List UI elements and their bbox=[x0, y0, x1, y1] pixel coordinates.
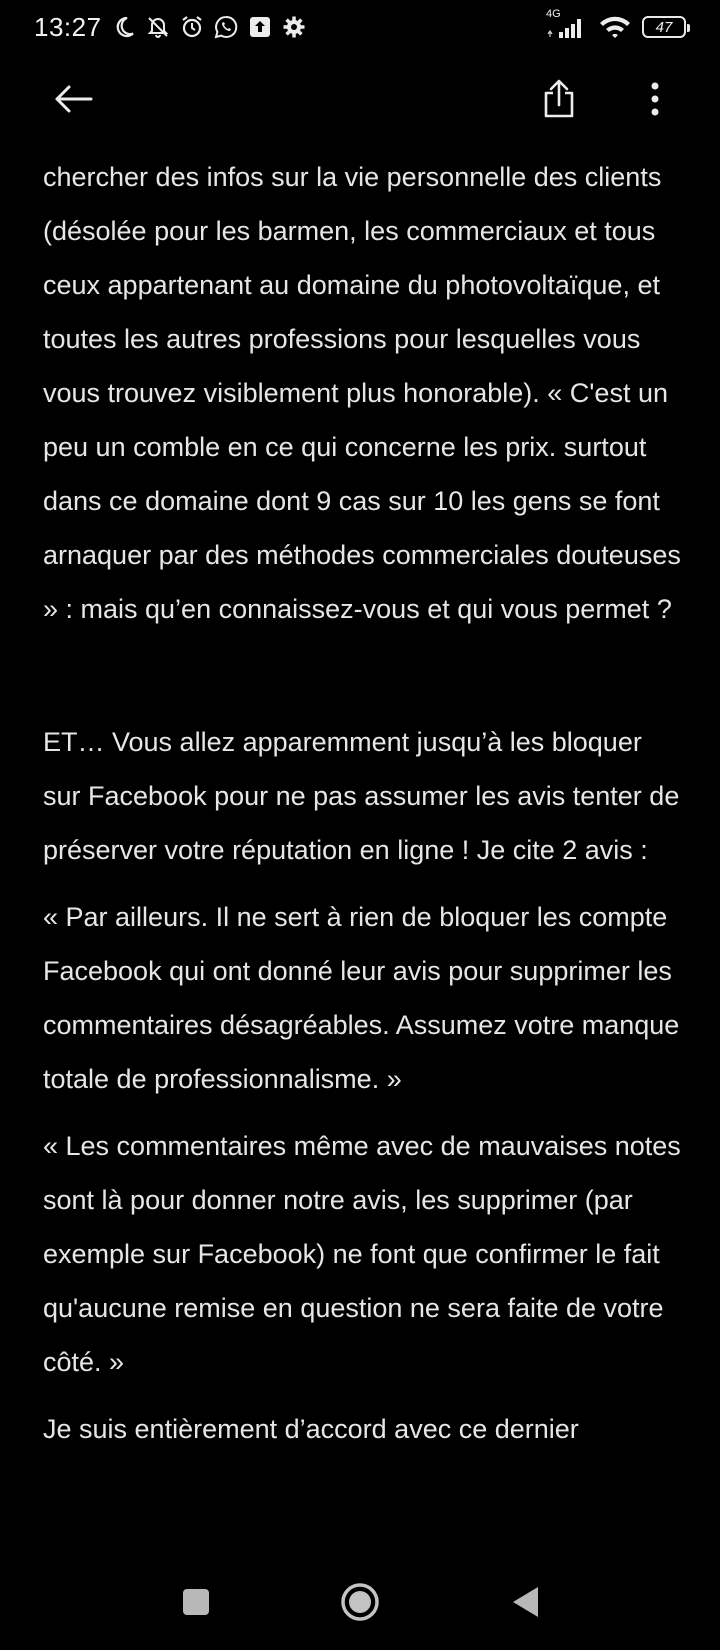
bell-off-icon bbox=[144, 13, 172, 41]
quoted-review: « Les commentaires même avec de mauvaises notes sont là pour donner notre avis, les supprimer (par exemple sur Facebook) ne font que confirmer le fait qu'aucune remise en question ne sera faite de votre côté. » bbox=[43, 1131, 681, 1377]
alarm-icon bbox=[178, 13, 206, 41]
nav-back-button[interactable] bbox=[495, 1572, 555, 1632]
share-button[interactable] bbox=[531, 71, 587, 127]
navigation-bar bbox=[0, 1572, 720, 1632]
back-button[interactable] bbox=[45, 71, 101, 127]
home-button[interactable] bbox=[330, 1572, 390, 1632]
article-paragraph: Je suis entièrement d’accord avec ce dernier bbox=[43, 1414, 579, 1444]
battery-icon bbox=[642, 16, 686, 38]
more-vert-icon bbox=[649, 81, 661, 117]
wifi-icon bbox=[598, 13, 632, 41]
moon-icon bbox=[110, 13, 138, 41]
recents-square-icon bbox=[181, 1587, 211, 1617]
signal-icon bbox=[546, 8, 588, 40]
app-bar bbox=[0, 54, 720, 146]
gear-icon bbox=[280, 13, 308, 41]
home-circle-icon bbox=[340, 1582, 380, 1622]
status-right bbox=[546, 8, 686, 41]
status-time: 13:27 bbox=[34, 11, 102, 42]
battery-level: 47 bbox=[655, 18, 673, 36]
status-bar bbox=[0, 0, 720, 54]
share-icon bbox=[541, 79, 577, 119]
quoted-review: « Par ailleurs. Il ne sert à rien de bloquer les compte Facebook qui ont donné leur avis pour supprimer les commentaires désagréables. Assumez votre manque totale de professionnalisme. » bbox=[43, 902, 680, 1094]
back-arrow-icon bbox=[53, 84, 93, 114]
more-options-button[interactable] bbox=[627, 71, 683, 127]
status-left bbox=[34, 12, 308, 43]
article-paragraph: ET… Vous allez apparemment jusqu’à les bloquer sur Facebook pour ne pas assumer les avis tenter de préserver votre réputation en ligne ! Je cite 2 avis : bbox=[43, 727, 680, 865]
back-triangle-icon bbox=[510, 1585, 540, 1619]
network-type: 4G bbox=[546, 8, 561, 20]
article-paragraph: chercher des infos sur la vie personnelle des clients (désolée pour les barmen, les commerciaux et tous ceux appartenant au domaine du photovoltaïque, et toutes les autres professions pour lesquelles vous vous trouvez visiblement plus honorable). « C'est un peu un comble en ce qui concerne les prix. surtout dans ce domaine dont 9 cas sur 10 les gens se font arnaquer par des méthodes commerciales douteuses » : mais qu’en connaissez-vous et qui vous permet ? bbox=[43, 162, 681, 624]
recents-button[interactable] bbox=[166, 1572, 226, 1632]
whatsapp-icon bbox=[212, 13, 240, 41]
article-body bbox=[43, 150, 683, 1456]
upload-app-icon bbox=[246, 13, 274, 41]
